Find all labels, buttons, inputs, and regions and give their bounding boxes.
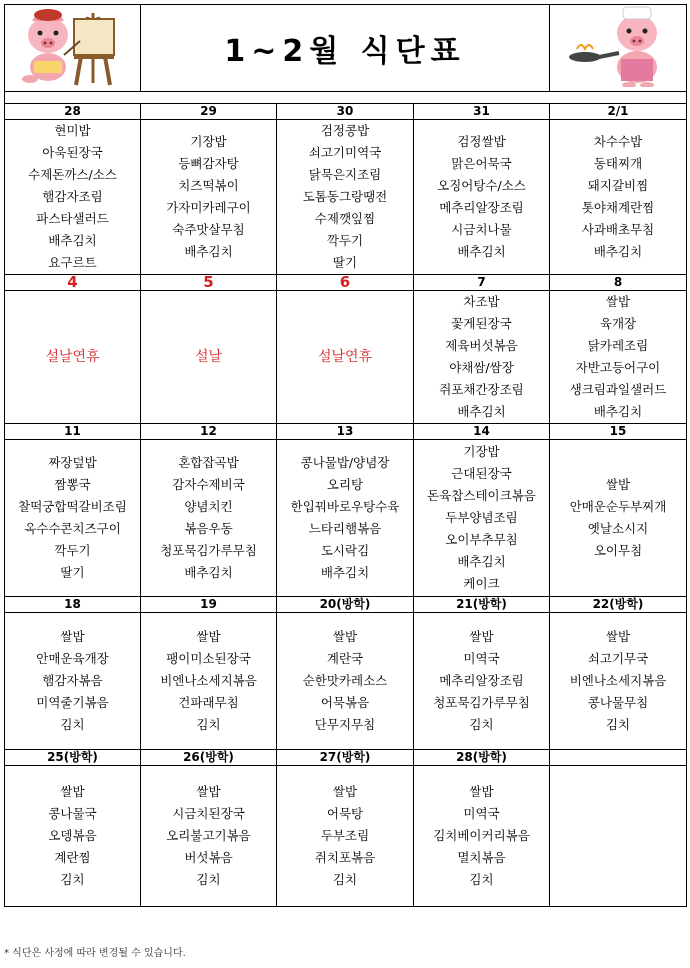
menu-item: 차수수밥 [593,134,643,149]
menu-item: 순한맛카레소스 [302,673,388,688]
menu-item: 양념치킨 [184,499,233,514]
date-cell: 11 [5,424,141,440]
menu-cell [5,613,141,750]
menu-item: 쥐치포볶음 [314,850,376,865]
menu-item: 닭묵은지조림 [308,167,382,182]
menu-cell [414,440,550,597]
menu-row [5,613,687,750]
date-cell: 20(방학) [277,597,414,613]
menu-item: 가자미카레구이 [166,200,251,215]
menu-cell [5,766,141,907]
menu-item: 배추김치 [593,244,643,259]
date-row [5,597,687,613]
date-cell: 21(방학) [414,597,550,613]
menu-item: 아욱된장국 [42,145,103,160]
date-row [5,424,687,440]
menu-item: 두부조림 [320,828,370,843]
menu-item: 꽃게된장국 [451,316,512,331]
menu-item: 느타리햄볶음 [308,521,382,536]
menu-item: 수제깻잎찜 [314,211,376,226]
menu-item: 생크림과일샐러드 [569,382,667,397]
date-cell: 8 [550,275,687,291]
menu-item: 감자수제비국 [172,477,245,492]
menu-cell [414,613,550,750]
menu-item: 쇠고기무국 [587,651,649,666]
menu-item: 검정쌀밥 [457,134,506,149]
menu-item: 배추김치 [457,244,506,259]
menu-item: 기장밥 [463,444,500,459]
menu-cell [141,291,277,424]
header-left-cell [5,5,141,92]
date-cell: 22(방학) [550,597,687,613]
menu-item: 쌀밥 [605,294,631,309]
date-cell: 28(방학) [414,750,550,766]
date-cell: 18 [5,597,141,613]
menu-item: 깍두기 [326,233,364,248]
menu-item: 자반고등어구이 [575,360,661,375]
menu-cell [414,766,550,907]
date-cell: 27(방학) [277,750,414,766]
menu-item: 딸기 [60,565,85,580]
menu-table [4,4,687,907]
menu-item: 오이부추무침 [445,532,518,547]
menu-item: 혼합잡곡밥 [178,455,239,470]
footnote: * 식단은 사정에 따라 변경될 수 있습니다. [4,948,186,959]
menu-cell [141,766,277,907]
menu-item: 건파래무침 [178,695,239,710]
menu-item: 닭카레조림 [587,338,649,353]
menu-item: 김치 [60,717,85,732]
menu-item: 김치 [469,717,494,732]
menu-cell [277,766,414,907]
date-cell: 15 [550,424,687,440]
date-cell: 26(방학) [141,750,277,766]
menu-item: 쌀밥 [196,784,221,799]
menu-cell [550,766,687,907]
menu-item: 어묵탕 [326,806,364,821]
menu-cell [141,613,277,750]
menu-item: 메추리알장조림 [439,200,524,215]
menu-item: 동태찌개 [593,156,643,171]
menu-item: 오징어탕수/소스 [437,178,526,193]
menu-item: 비엔나소세지볶음 [569,673,667,688]
menu-item: 요구르트 [48,255,97,270]
menu-item: 야채쌈/쌈장 [449,360,514,375]
menu-item: 근대된장국 [451,466,512,481]
date-cell: 2/1 [550,104,687,120]
menu-item: 톳야채계란찜 [581,200,655,215]
date-cell: 28 [5,104,141,120]
menu-item: 버섯볶음 [184,850,233,865]
menu-item: 햄감자조림 [42,189,103,204]
menu-item: 김치 [196,872,221,887]
menu-item: 콩나물밥/양념장 [300,455,390,470]
weeks-body [5,104,687,907]
menu-cell [5,120,141,275]
menu-item: 치즈떡볶이 [178,178,239,193]
menu-item: 미역줄기볶음 [36,695,109,710]
menu-item: 케이크 [463,576,500,591]
date-cell: 12 [141,424,277,440]
menu-item: 배추김치 [48,233,97,248]
menu-item: 시금치된장국 [172,806,245,821]
menu-item: 김치 [469,872,494,887]
date-cell: 14 [414,424,550,440]
menu-row [5,440,687,597]
menu-item: 햄감자볶음 [42,673,103,688]
menu-item: 깍두기 [54,543,91,558]
menu-item: 배추김치 [184,244,233,259]
menu-item: 배추김치 [184,565,233,580]
date-cell: 6 [277,275,414,291]
menu-item: 오리탕 [326,477,364,492]
menu-item: 안매운육개장 [36,651,109,666]
menu-item: 쌀밥 [60,629,85,644]
menu-item: 김치 [60,872,85,887]
holiday-label: 설날연휴 [317,349,373,365]
menu-item: 파스타샐러드 [36,211,109,226]
menu-item: 사과배초무침 [581,222,655,237]
menu-row [5,766,687,907]
menu-item: 김치 [605,717,631,732]
menu-item: 딸기 [332,255,358,270]
date-cell: 13 [277,424,414,440]
menu-item: 옛날소시지 [587,521,649,536]
menu-item: 쌀밥 [469,629,494,644]
date-cell: 31 [414,104,550,120]
menu-item: 김치 [196,717,221,732]
menu-item: 콩나물국 [48,806,97,821]
menu-item: 비엔나소세지볶음 [160,673,257,688]
menu-row [5,291,687,424]
menu-item: 차조밥 [463,294,500,309]
menu-item: 쌀밥 [605,477,631,492]
menu-cell [550,291,687,424]
menu-row [5,120,687,275]
menu-item: 단무지무침 [314,717,376,732]
menu-item: 오뎅볶음 [48,828,97,843]
header-right-cell [550,5,687,92]
menu-cell [277,120,414,275]
menu-cell [550,613,687,750]
menu-item: 두부양념조림 [445,510,518,525]
menu-item: 배추김치 [593,404,643,419]
menu-item: 팽이미소된장국 [166,651,251,666]
menu-item: 어묵볶음 [320,695,370,710]
menu-item: 기장밥 [190,134,227,149]
menu-item: 육개장 [599,316,637,331]
menu-item: 배추김치 [320,565,370,580]
menu-item: 계란찜 [54,850,91,865]
spacer-row [5,92,687,104]
menu-item: 청포묵김가루무침 [433,695,530,710]
holiday-label: 설날 [194,349,223,365]
date-row [5,104,687,120]
menu-item: 시금치나물 [451,222,512,237]
menu-item: 쌀밥 [196,629,221,644]
menu-item: 짜장덮밥 [48,455,97,470]
menu-item: 쌀밥 [469,784,494,799]
date-cell: 30 [277,104,414,120]
menu-item: 돼지갈비찜 [587,178,649,193]
date-cell: 19 [141,597,277,613]
page-title: 1~2월 식단표 [141,5,550,92]
menu-item: 돈육찹스테이크볶음 [427,488,536,503]
menu-item: 찰떡궁합떡갈비조림 [18,499,127,514]
menu-item: 쥐포채간장조림 [439,382,524,397]
menu-item: 한입꿔바로우탕수육 [290,499,400,514]
menu-cell [550,120,687,275]
menu-item: 맑은어묵국 [451,156,512,171]
menu-cell [414,291,550,424]
pig-painter-icon [18,5,128,87]
menu-item: 제육버섯볶음 [445,338,518,353]
menu-item: 짬뽕국 [54,477,91,492]
menu-item: 김치 [332,872,358,887]
menu-item: 쌀밥 [605,629,631,644]
date-cell: 25(방학) [5,750,141,766]
menu-item: 콩나물무침 [587,695,649,710]
date-row [5,275,687,291]
menu-item: 청포묵김가루무침 [160,543,257,558]
date-row [5,750,687,766]
menu-cell [550,440,687,597]
menu-cell [277,440,414,597]
menu-item: 현미밥 [54,123,91,138]
menu-item: 김치베이커리볶음 [433,828,530,843]
menu-item: 배추김치 [457,404,506,419]
pig-chef-icon [563,5,673,87]
date-cell: 4 [5,275,141,291]
menu-cell [277,291,414,424]
menu-item: 미역국 [463,651,500,666]
menu-cell [141,120,277,275]
menu-item: 메추리알장조림 [439,673,524,688]
menu-item: 쌀밥 [332,784,358,799]
menu-item: 계란국 [326,651,364,666]
menu-item: 쌀밥 [60,784,85,799]
holiday-label: 설날연휴 [45,349,100,365]
menu-cell [277,613,414,750]
menu-item: 쌀밥 [332,629,358,644]
menu-item: 수제돈까스/소스 [28,167,117,182]
menu-item: 오이무침 [593,543,643,558]
date-cell: 5 [141,275,277,291]
date-cell [550,750,687,766]
menu-cell [141,440,277,597]
date-cell: 7 [414,275,550,291]
menu-item: 옥수수콘치즈구이 [24,521,121,536]
menu-item: 쇠고기미역국 [308,145,382,160]
menu-item: 오리불고기볶음 [166,828,251,843]
menu-item: 미역국 [463,806,500,821]
menu-item: 멸치볶음 [457,850,506,865]
menu-cell [5,291,141,424]
menu-item: 배추김치 [457,554,506,569]
spacer-cell [5,92,687,104]
menu-item: 등뼈감자탕 [178,156,239,171]
menu-item: 검정콩밥 [320,123,370,138]
menu-item: 볶음우동 [184,521,233,536]
menu-item: 도톰동그랑땡전 [302,189,388,204]
menu-item: 안매운순두부찌개 [569,499,667,514]
menu-cell [5,440,141,597]
header-row [5,5,687,92]
menu-cell [414,120,550,275]
date-cell: 29 [141,104,277,120]
menu-item: 도시락김 [320,543,370,558]
menu-item: 숙주맛살무침 [172,222,245,237]
